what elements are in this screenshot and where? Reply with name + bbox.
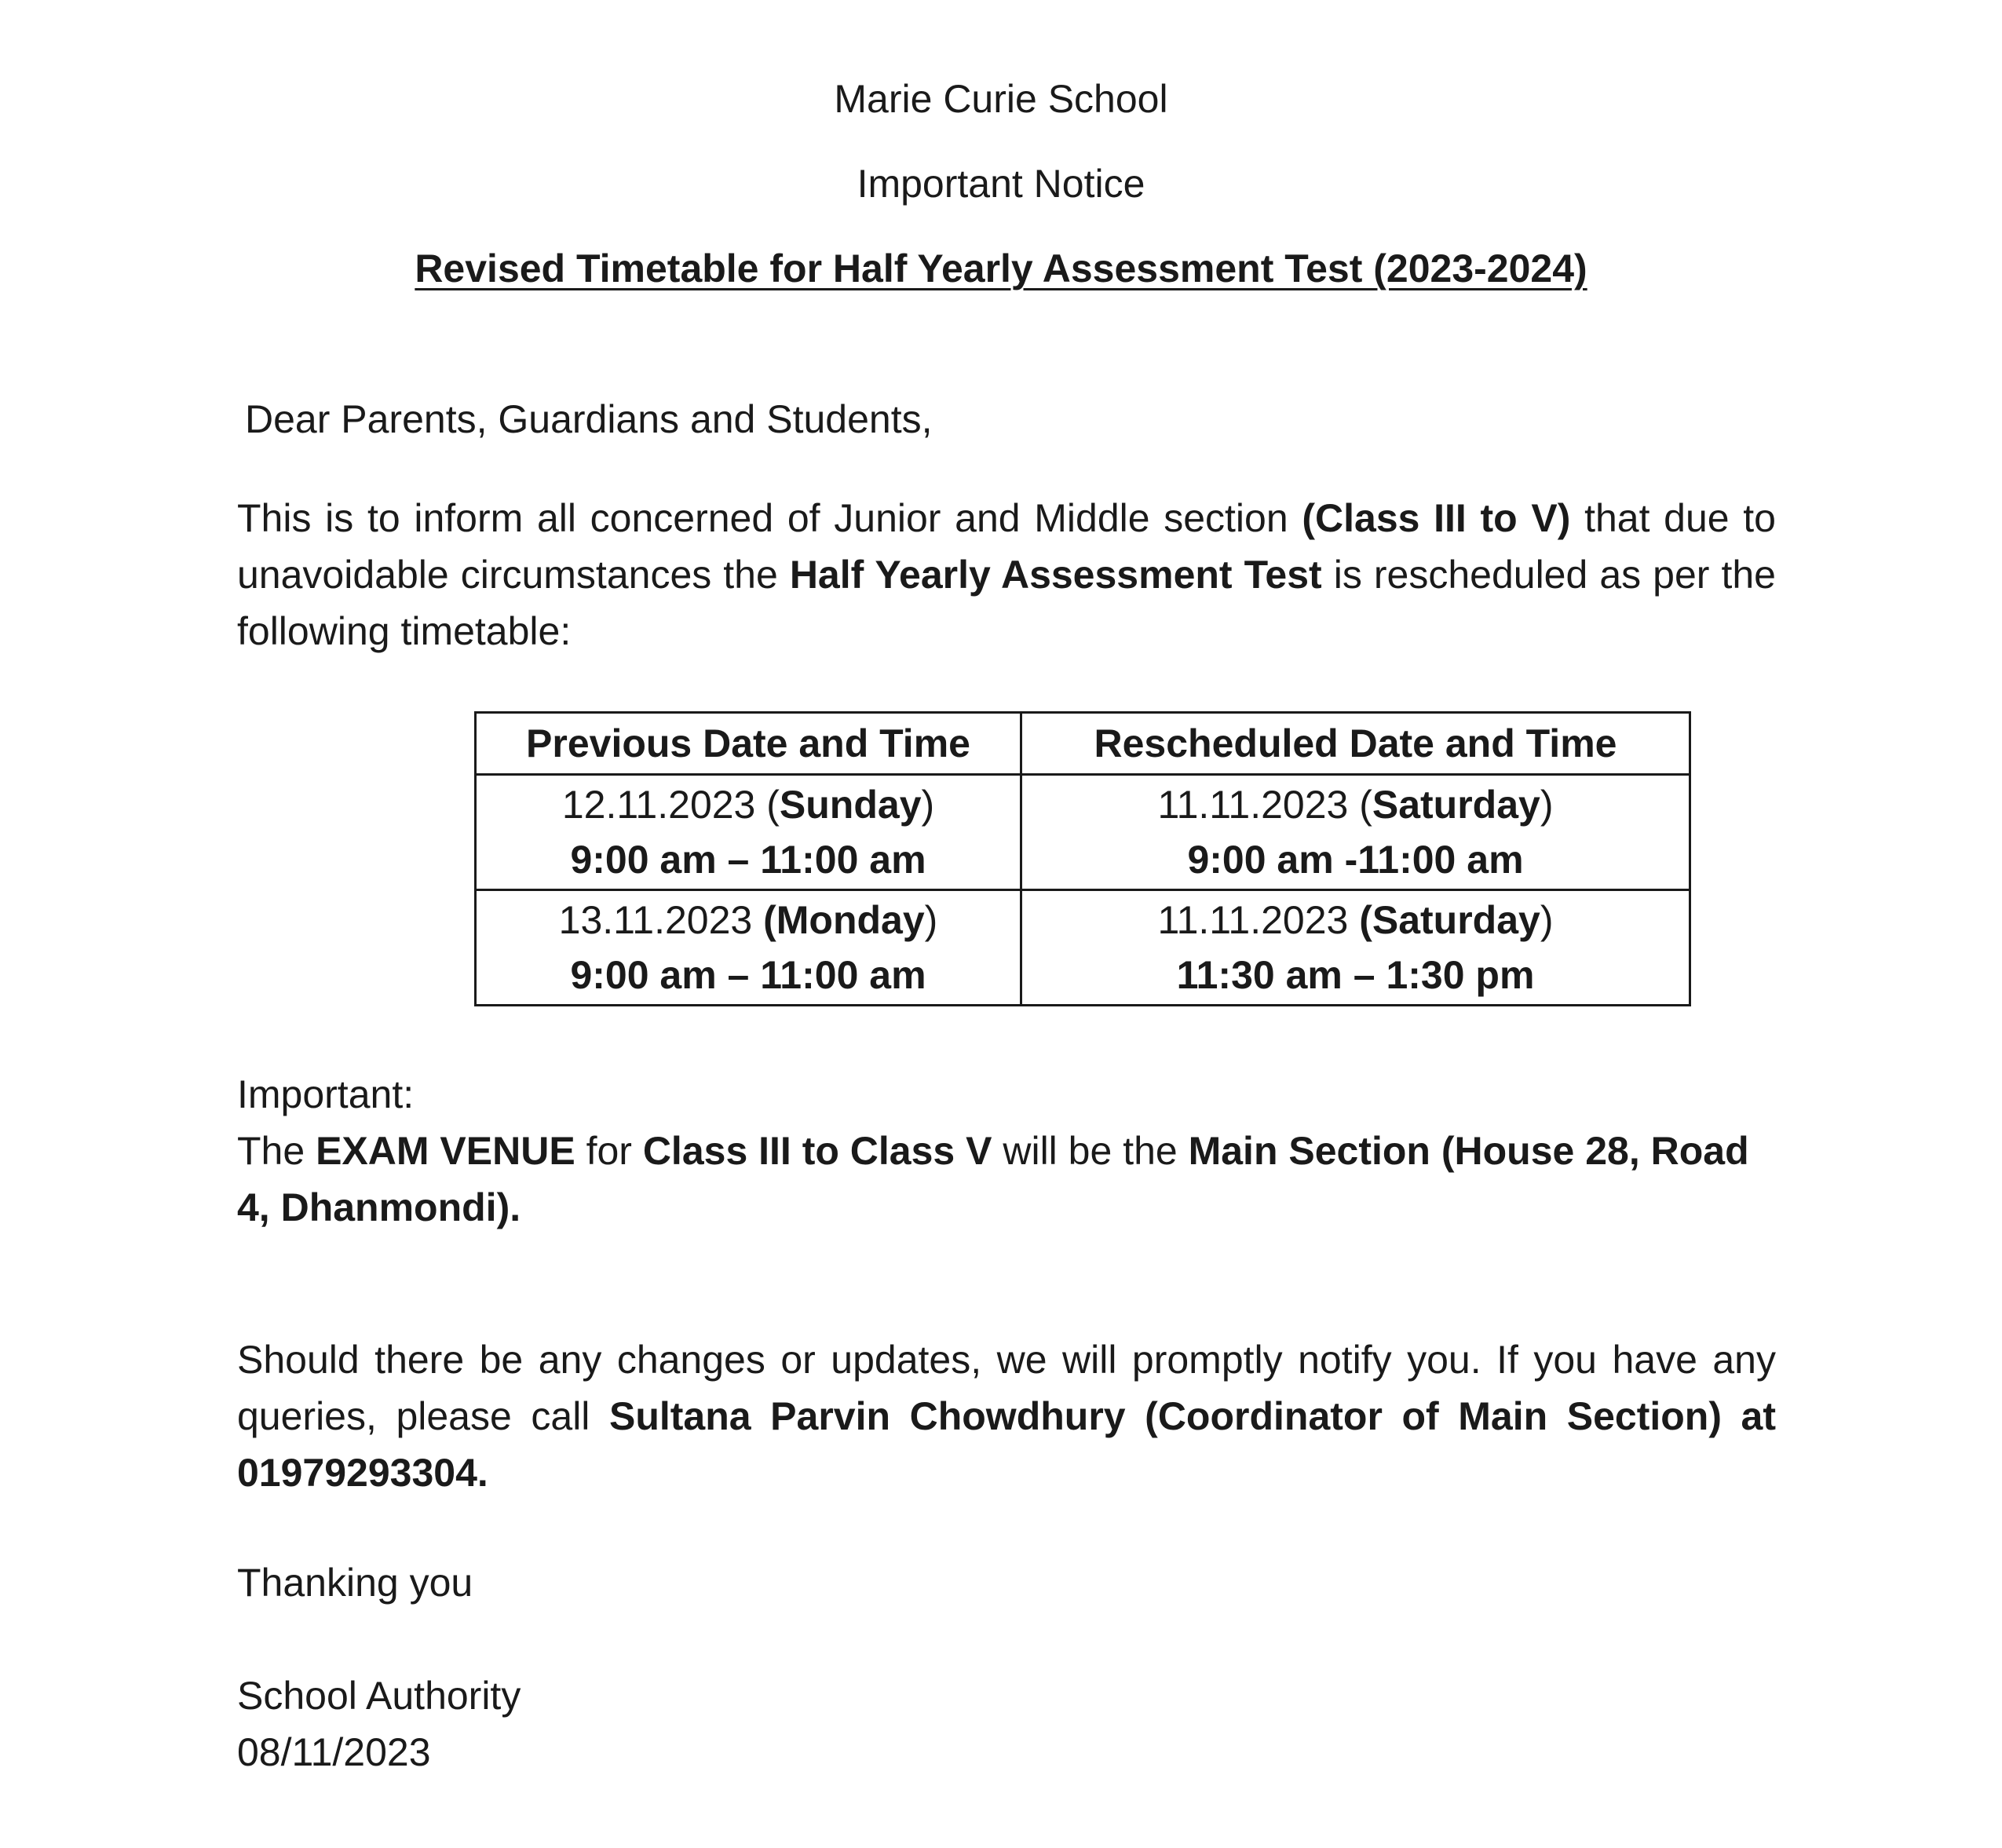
table-row (476, 890, 1690, 1006)
rescheduled-time: 9:00 am -11:00 am (1187, 838, 1524, 882)
intro-paragraph (237, 490, 1776, 659)
rescheduled-time: 11:30 am – 1:30 pm (1176, 953, 1535, 997)
intro-bold-classes: (Class III to V) (1302, 496, 1571, 540)
previous-close: ) (921, 783, 935, 827)
closing-text: Should there be any changes or updates, we will promptly notify you. If you have any queries, please call (237, 1338, 1776, 1438)
rescheduled-date: 11.11.2023 (1157, 898, 1360, 942)
notice-heading (0, 245, 2002, 292)
important-block (237, 1066, 1776, 1236)
timetable (474, 711, 1691, 1006)
classes-label: Class III to Class V (642, 1129, 992, 1173)
header-rescheduled: Rescheduled Date and Time (1021, 713, 1690, 775)
rescheduled-day: Saturday (1372, 783, 1540, 827)
previous-date: 12.11.2023 ( (561, 783, 780, 827)
previous-close: ) (924, 898, 938, 942)
intro-text-1: This is to inform all concerned of Junior and Middle section (237, 496, 1302, 540)
rescheduled-date: 11.11.2023 ( (1157, 783, 1372, 827)
previous-date: 13.11.2023 (558, 898, 764, 942)
previous-time: 9:00 am – 11:00 am (570, 953, 926, 997)
previous-time: 9:00 am – 11:00 am (570, 838, 926, 882)
rescheduled-day: (Saturday (1359, 898, 1540, 942)
signoff (237, 1667, 1776, 1780)
important-text-2: for (575, 1129, 643, 1173)
closing-paragraph (237, 1331, 1776, 1501)
notice-label: Important Notice (857, 162, 1145, 206)
previous-cell (476, 775, 1021, 890)
intro-bold-test: Half Yearly Assessment Test (789, 553, 1322, 597)
intro-text-2: that due to unavoidable circumstances the (237, 496, 1776, 597)
rescheduled-close: ) (1540, 783, 1554, 827)
thanks-line: Thanking you (237, 1561, 473, 1605)
salutation: Dear Parents, Guardians and Students, (245, 397, 933, 441)
rescheduled-close: ) (1540, 898, 1554, 942)
rescheduled-cell (1021, 775, 1690, 890)
notice-heading-text: Revised Timetable for Half Yearly Assessment Test (2023-2024) (415, 247, 1587, 290)
important-text-1: The (237, 1129, 316, 1173)
table-row (476, 775, 1690, 890)
venue-address: Main Section (House 28, Road 4, Dhanmondi). (237, 1129, 1749, 1229)
important-text-3: will be the (992, 1129, 1189, 1173)
intro-text-3: is rescheduled as per the following timetable: (237, 553, 1776, 653)
header-previous: Previous Date and Time (476, 713, 1021, 775)
previous-cell (476, 890, 1021, 1006)
timetable-header-row (476, 713, 1690, 775)
authority-name: School Authority (237, 1674, 521, 1718)
previous-day: (Monday (763, 898, 925, 942)
exam-venue-label: EXAM VENUE (316, 1129, 575, 1173)
school-name: Marie Curie School (834, 77, 1168, 121)
contact-info: Sultana Parvin Chowdhury (Coordinator of Main Section) at 01979293304. (237, 1394, 1777, 1495)
previous-day: Sunday (779, 783, 922, 827)
rescheduled-cell (1021, 890, 1690, 1006)
notice-date: 08/11/2023 (237, 1730, 431, 1774)
important-label: Important: (237, 1072, 415, 1116)
